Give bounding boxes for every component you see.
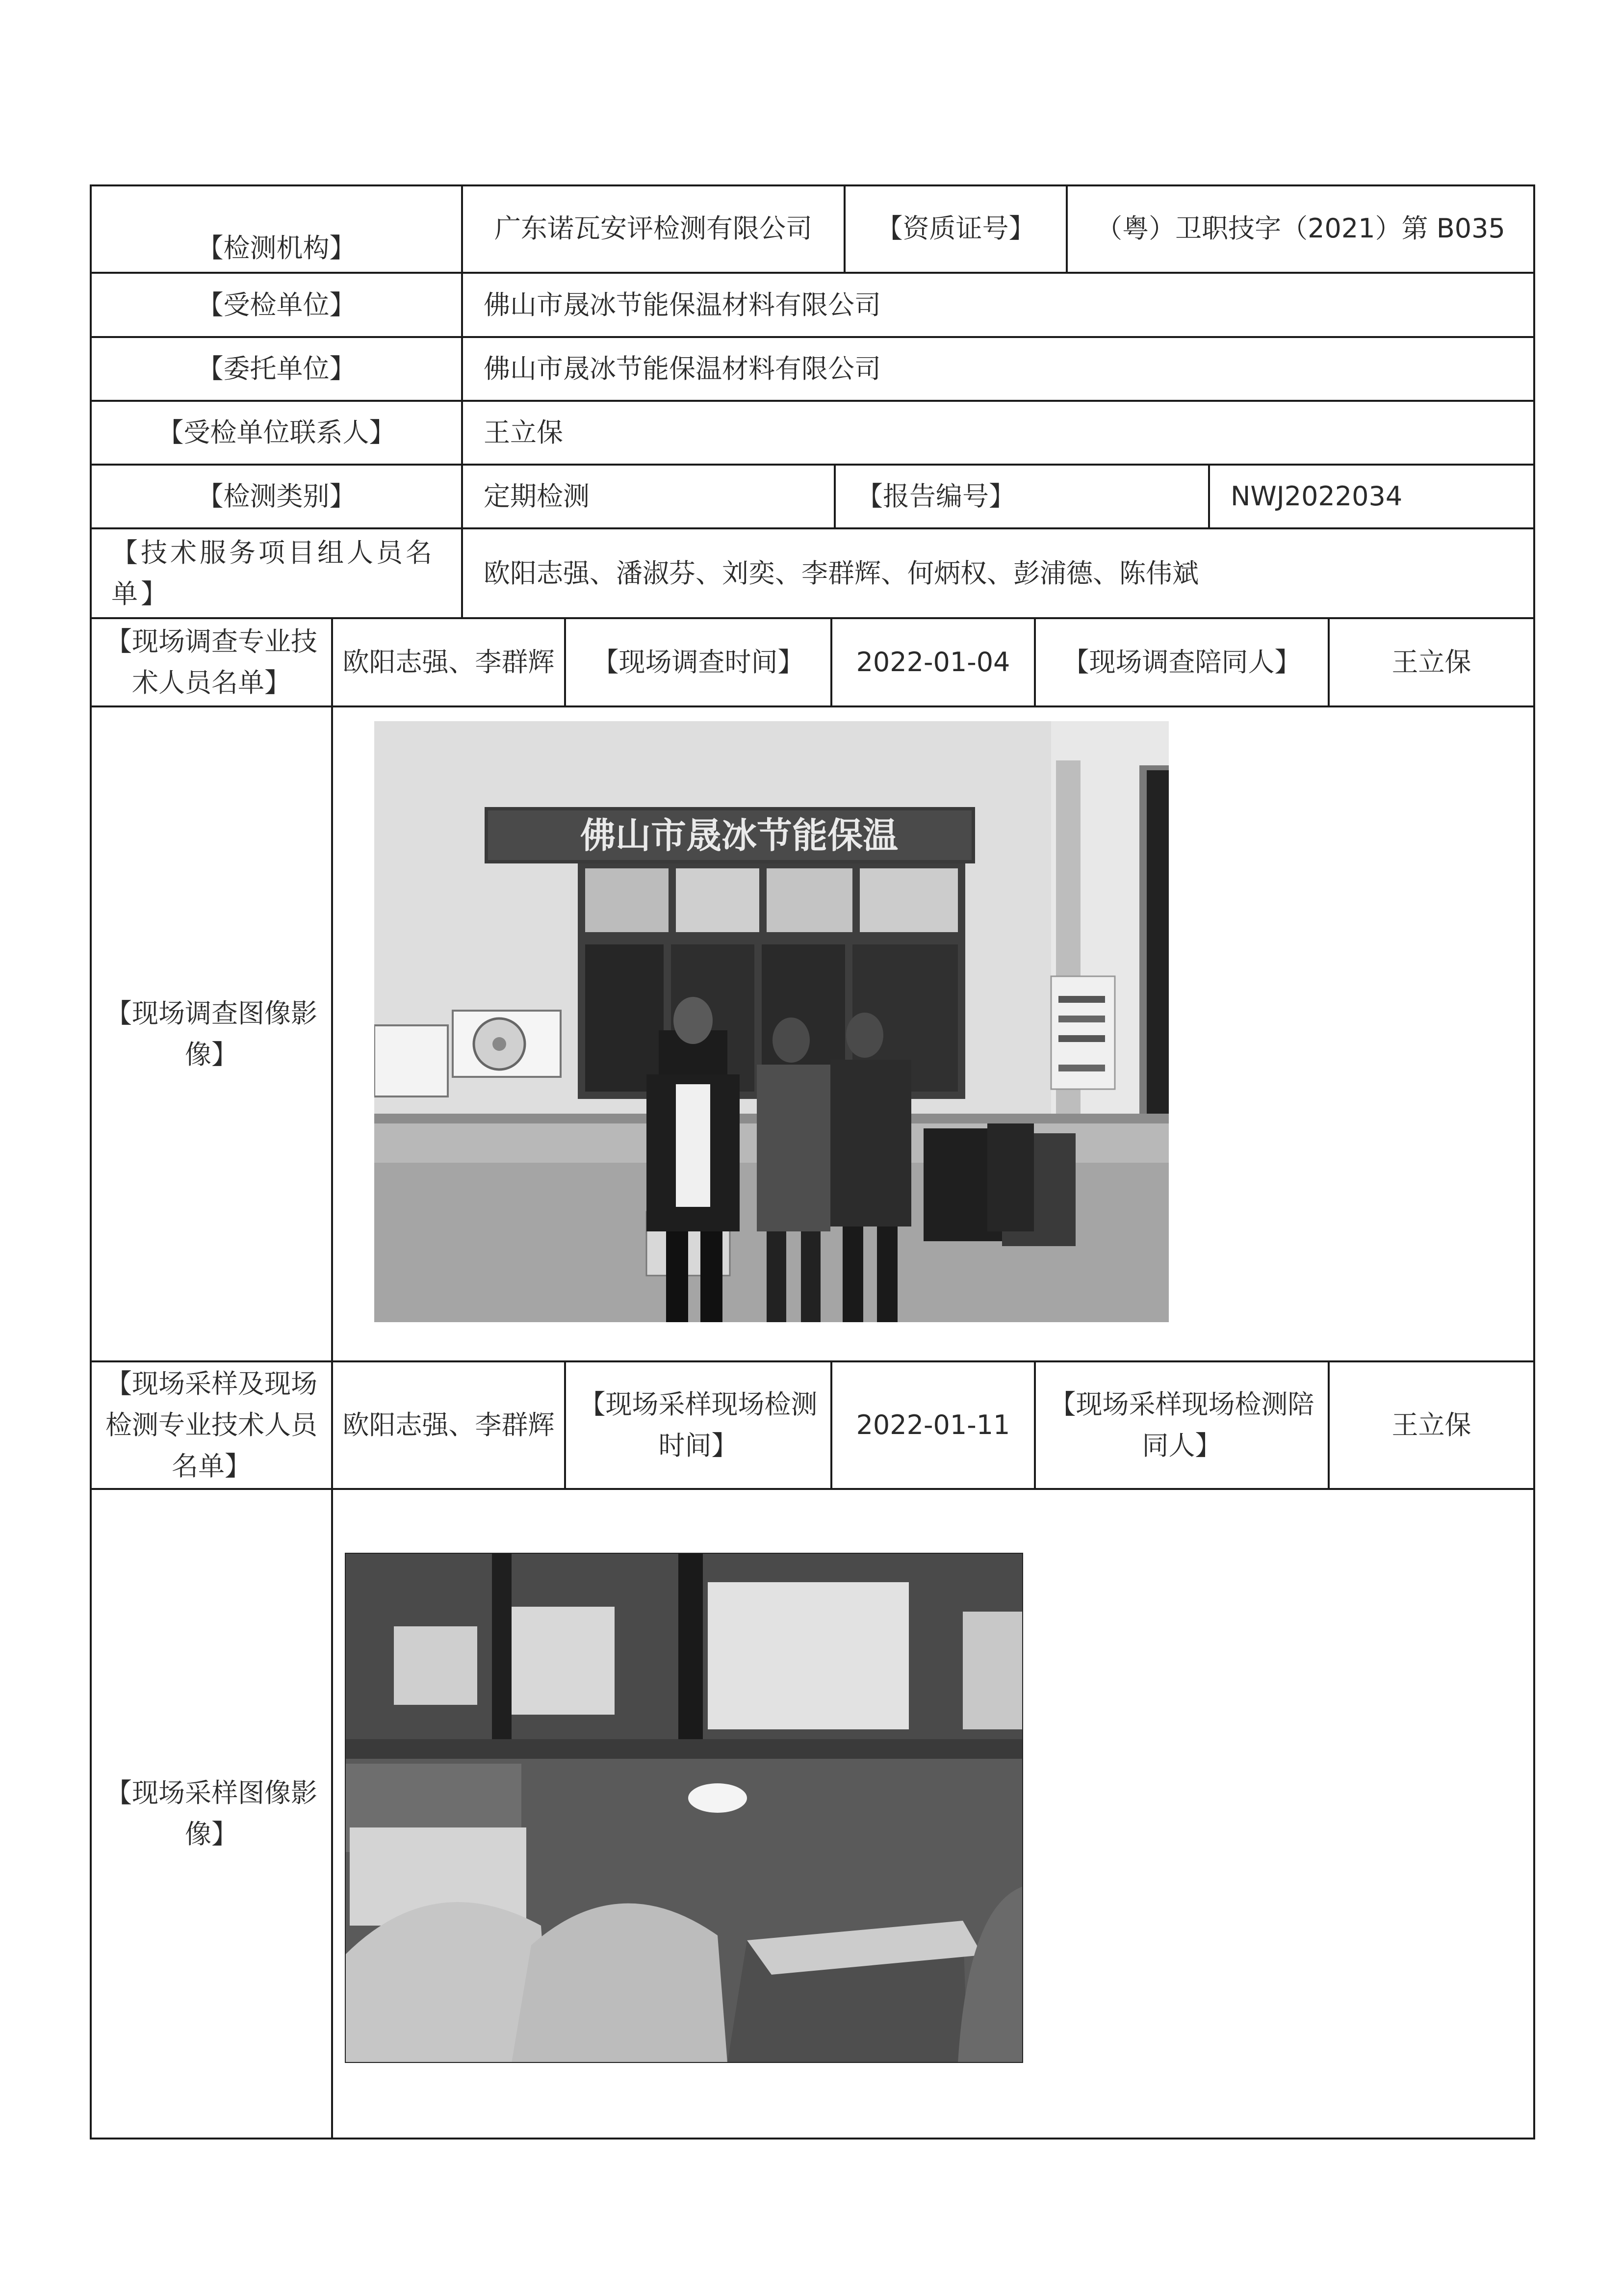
sampling-site-photo: [345, 1553, 1023, 2063]
sampling-staff-label: 【现场采样及现场检测专业技术人员名单】: [105, 1368, 317, 1482]
sampling-time-value: 2022-01-11: [856, 1409, 1010, 1440]
sampling-image-label: 【现场采样图像影像】: [105, 1777, 317, 1850]
institution-label: 【检测机构】: [197, 233, 356, 263]
entrusting-unit-label: 【委托单位】: [197, 353, 356, 384]
survey-time-value: 2022-01-04: [856, 647, 1010, 678]
team-label: 【技术服务项目组人员名单】: [111, 537, 435, 609]
sampling-companion-value: 王立保: [1391, 1409, 1471, 1440]
survey-site-photo: [374, 721, 1169, 1322]
survey-staff-value: 欧阳志强、李群辉: [342, 647, 555, 678]
sampling-companion-label: 【现场采样现场检测陪同人】: [1049, 1389, 1314, 1461]
cert-label: 【资质证号】: [876, 213, 1035, 244]
entrusting-unit-value: 佛山市晟冰节能保温材料有限公司: [484, 353, 881, 384]
survey-companion-value: 王立保: [1391, 647, 1471, 678]
survey-staff-label: 【现场调查专业技术人员名单】: [105, 626, 317, 698]
contact-value: 王立保: [484, 417, 563, 448]
category-value: 定期检测: [484, 481, 590, 512]
survey-image-label: 【现场调查图像影像】: [105, 997, 317, 1070]
team-value: 欧阳志强、潘淑芬、刘奕、李群辉、何炳权、彭浦德、陈伟斌: [484, 557, 1199, 589]
survey-companion-label: 【现场调查陪同人】: [1062, 647, 1301, 678]
survey-time-label: 【现场调查时间】: [592, 647, 804, 678]
sampling-staff-value: 欧阳志强、李群辉: [342, 1409, 555, 1440]
contact-label: 【受检单位联系人】: [157, 417, 396, 448]
inspected-unit-label: 【受检单位】: [197, 289, 356, 320]
sampling-time-label: 【现场采样现场检测时间】: [579, 1389, 818, 1461]
table-border: [1533, 184, 1535, 2139]
report-number-value: NWJ2022034: [1231, 481, 1403, 512]
inspected-unit-value: 佛山市晟冰节能保温材料有限公司: [484, 289, 881, 320]
institution-value: 广东诺瓦安评检测有限公司: [494, 213, 812, 244]
cert-value: （粤）卫职技字（2021）第 B035: [1096, 213, 1505, 244]
table-border: [90, 2138, 1535, 2139]
category-label: 【检测类别】: [197, 481, 356, 512]
factory-sign-text: 佛山市晟冰节能保温: [580, 815, 899, 856]
report-number-label: 【报告编号】: [856, 481, 1015, 512]
